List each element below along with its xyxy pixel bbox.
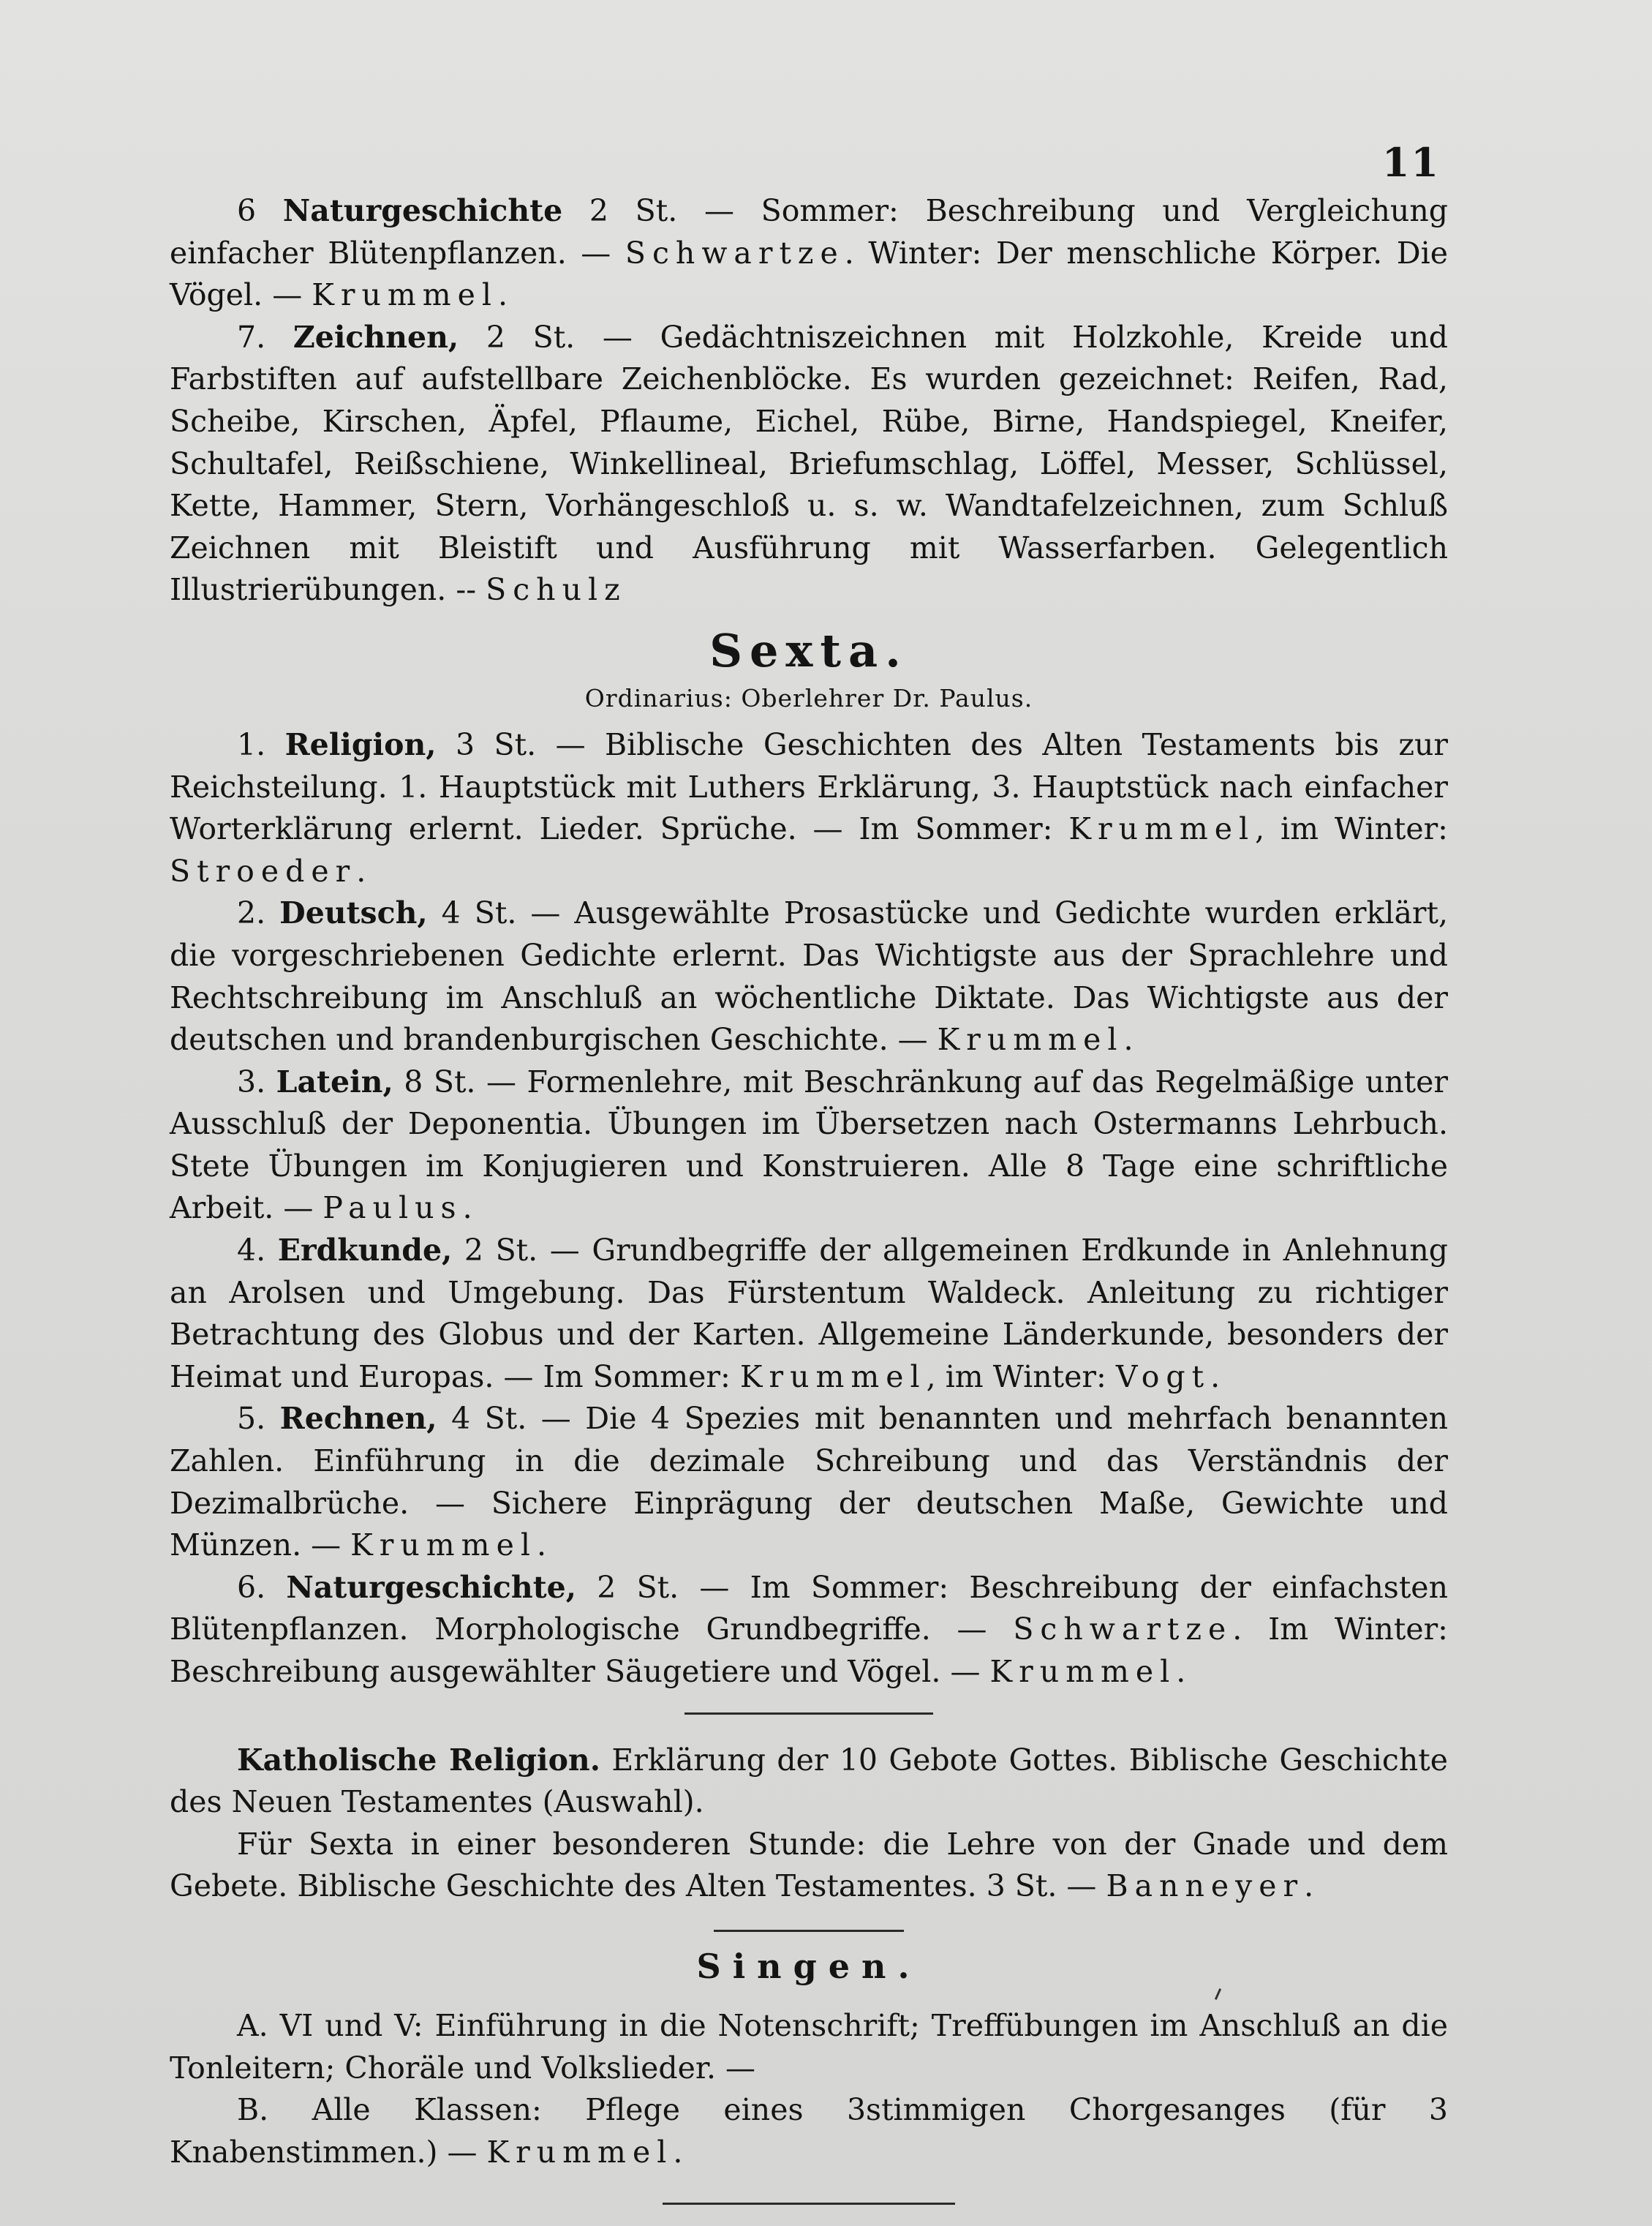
teacher-name: Schwartze (625, 235, 845, 271)
subject-title: Rechnen, (279, 1401, 437, 1437)
teacher-name: Krummel (989, 1654, 1177, 1689)
teacher-name: Schwartze (1013, 1612, 1233, 1647)
subject-title: Erdkunde, (277, 1233, 453, 1268)
subject-title: Naturgeschichte (282, 193, 563, 228)
subject-title: Religion, (284, 726, 437, 762)
teacher-name: Paulus (323, 1190, 463, 1226)
singen-item-a: A. VI und V: Einführung in die Notenschrift; Treffübungen im Anschluß an die Tonleitern; Choräle und Volkslieder. — (170, 2007, 1448, 2086)
end-divider (663, 2203, 955, 2205)
katholische-religion-sexta: Für Sexta in einer besonderen Stunde: die Lehre von der Gnade und dem Gebete. Biblische Geschichte des Alten Testamentes. 3 St. — Banneyer. (170, 1826, 1448, 1904)
subject-title: Zeichnen, (293, 319, 459, 355)
subject-item: 5. Rechnen, 4 St. — Die 4 Spezies mit benannten und mehrfach benannten Zahlen. Einführung in die dezimale Schreibung und das Verständnis der Dezimalbrüche. — Sichere Einprägung der deutschen Maße, Gewichte und Münzen. — Krummel. (170, 1401, 1448, 1563)
section-divider (684, 1712, 933, 1715)
section-zeichnen: 7. Zeichnen, 2 St. — Gedächtniszeichnen mit Holzkohle, Kreide und Farbstiften auf aufstellbare Zeichenblöcke. Es wurden gezeichnet: Reifen, Rad, Scheibe, Kirschen, Äpfel, Pflaume, Eichel, Rübe, Birne, Handspiegel, Kneifer, Schultafel, Reißschiene, Winkellineal, Briefumschlag, Löffel, Messer, Schlüssel, Kette, Hammer, Stern, Vorhängeschloß u. s. w. Wandtafelzeichnen, zum Schluß Zeichnen mit Bleistift und Ausführung mit Wasserfarben. Gelegentlich Illustrierübungen. -- Schulz (170, 319, 1448, 608)
section-heading-sexta: Sexta. (709, 623, 908, 677)
section-katholische-religion: Katholische Religion. Erklärung der 10 Gebote Gottes. Biblische Geschichte des Neuen Testamentes (Auswahl). (170, 1742, 1448, 1820)
teacher-name: Stroeder (170, 853, 357, 889)
subject-title: Katholische Religion. (237, 1742, 600, 1778)
subject-item: 1. Religion, 3 St. — Biblische Geschichten des Alten Testaments bis zur Reichsteilung. 1. Hauptstück mit Luthers Erklärung, 3. Hauptstück nach einfacher Worterklärung erlernt. Lieder. Sprüche. — Im Sommer: Krummel, im Winter: Stroeder. (170, 726, 1448, 889)
section-naturgeschichte-prev: 6 Naturgeschichte 2 St. — Sommer: Beschreibung und Vergleichung einfacher Blütenpflanzen. — Schwartze. Winter: Der menschliche Körper. Die Vögel. — Krummel. (170, 193, 1448, 313)
subject-title: Latein, (276, 1064, 393, 1099)
teacher-name: Krummel (739, 1358, 927, 1394)
teacher-name: Schulz (486, 572, 627, 608)
teacher-name: Krummel (937, 1022, 1124, 1058)
ordinarius-line: Ordinarius: Oberlehrer Dr. Paulus. (584, 683, 1033, 712)
page-body (170, 190, 1448, 2205)
subject-title: Deutsch, (279, 895, 428, 931)
section-heading-singen: Singen. (696, 1946, 921, 1986)
section-divider (714, 1930, 904, 1932)
subject-item: 3. Latein, 8 St. — Formenlehre, mit Beschränkung auf das Regelmäßige unter Ausschluß der Deponentia. Übungen im Übersetzen nach Ostermanns Lehrbuch. Stete Übungen im Konjugieren und Konstruieren. Alle 8 Tage eine schriftliche Arbeit. — Paulus. (170, 1064, 1448, 1226)
subject-item: 6. Naturgeschichte, 2 St. — Im Sommer: Beschreibung der einfachsten Blütenpflanzen. Morphologische Grundbegriffe. — Schwartze. Im Winter: Beschreibung ausgewählter Säugetiere und Vögel. — Krummel. (170, 1569, 1448, 1689)
subject-title: Naturgeschichte, (286, 1569, 577, 1605)
subject-item: 2. Deutsch, 4 St. — Ausgewählte Prosastücke und Gedichte wurden erklärt, die vorgeschriebenen Gedichte erlernt. Das Wichtigste aus der Sprachlehre und Rechtschreibung im Anschluß an wöchentliche Diktate. Das Wichtigste aus der deutschen und brandenburgischen Geschichte. — Krummel. (170, 895, 1448, 1058)
teacher-name: Krummel (486, 2134, 674, 2170)
teacher-name: Krummel (1068, 811, 1256, 847)
teacher-name: Krummel (350, 1527, 537, 1563)
subject-item: 4. Erdkunde, 2 St. — Grundbegriffe der allgemeinen Erdkunde in Anlehnung an Arolsen und Umgebung. Das Fürstentum Waldeck. Anleitung zu richtiger Betrachtung des Globus und der Karten. Allgemeine Länderkunde, besonders der Heimat und Europas. — Im Sommer: Krummel, im Winter: Vogt. (170, 1233, 1448, 1394)
page-number: 11 (1381, 139, 1440, 186)
teacher-name: Banneyer (1106, 1868, 1305, 1904)
singen-item-b: B. Alle Klassen: Pflege eines 3stimmigen Chorgesanges (für 3 Knabenstimmen.) — Krummel. (170, 2092, 1448, 2170)
teacher-name: Krummel (312, 277, 499, 313)
teacher-name: Vogt (1115, 1358, 1211, 1394)
